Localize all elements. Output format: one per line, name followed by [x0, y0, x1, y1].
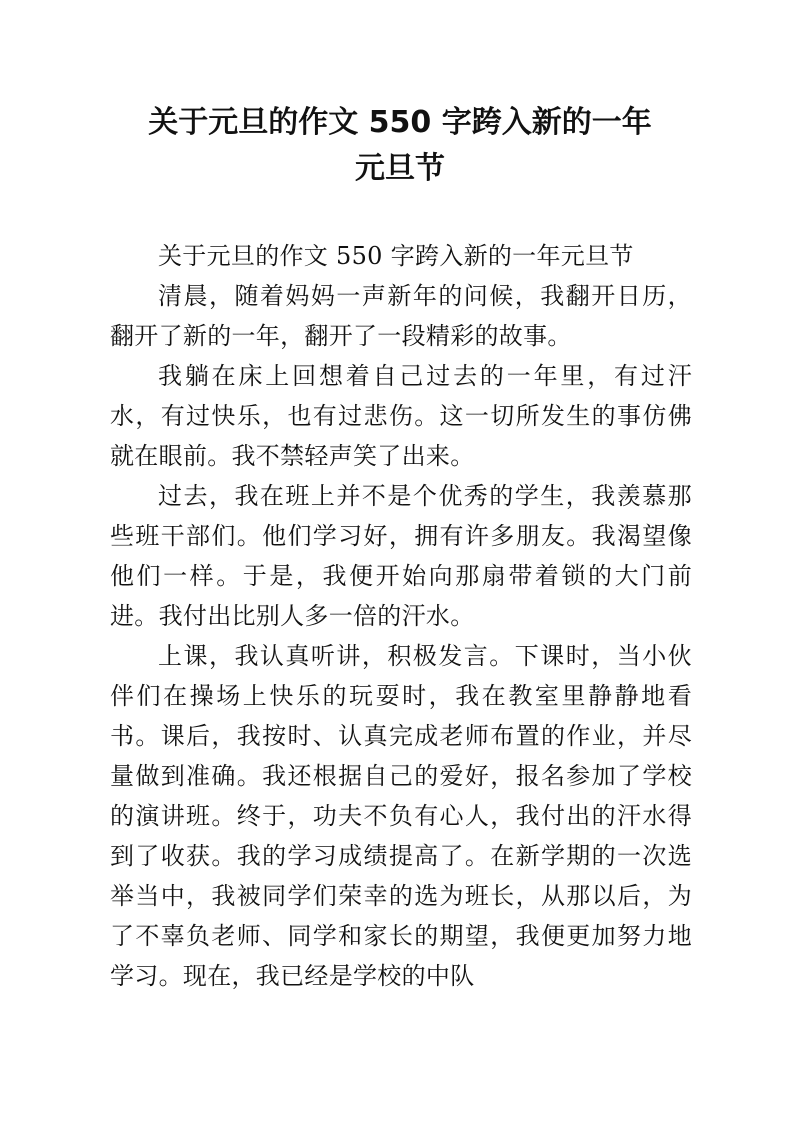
title-line-1: 关于元旦的作文 550 字跨入新的一年: [148, 105, 652, 140]
paragraph: 我躺在床上回想着自己过去的一年里，有过汗水，有过快乐，也有过悲伤。这一切所发生的事仿佛就在眼前。我不禁轻声笑了出来。: [110, 362, 692, 470]
paragraph: 上课，我认真听讲，积极发言。下课时，当小伙伴们在操场上快乐的玩耍时，我在教室里静静地看书。课后，我按时、认真完成老师布置的作业，并尽量做到准确。我还根据自己的爱好，报名参加了学校的演讲班。终于，功夫不负有心人，我付出的汗水得到了收获。我的学习成绩提高了。在新学期的一次选举当中，我被同学们荣幸的选为班长，从那以后，为了不辜负老师、同学和家长的期望，我便更加努力地学习。现在，我已经是学校的中队: [110, 642, 692, 990]
document-body: [110, 236, 692, 996]
title-line-2: 元旦节: [355, 151, 445, 186]
paragraph: 清晨，随着妈妈一声新年的问候，我翻开日历，翻开了新的一年，翻开了一段精彩的故事。: [110, 282, 692, 350]
paragraph-subtitle: 关于元旦的作文 550 字跨入新的一年元旦节: [158, 242, 634, 270]
paragraph: 过去，我在班上并不是个优秀的学生，我羡慕那些班干部们。他们学习好，拥有许多朋友。我渴望像他们一样。于是，我便开始向那扇带着锁的大门前进。我付出比别人多一倍的汗水。: [110, 482, 692, 630]
document-title: [100, 100, 700, 192]
